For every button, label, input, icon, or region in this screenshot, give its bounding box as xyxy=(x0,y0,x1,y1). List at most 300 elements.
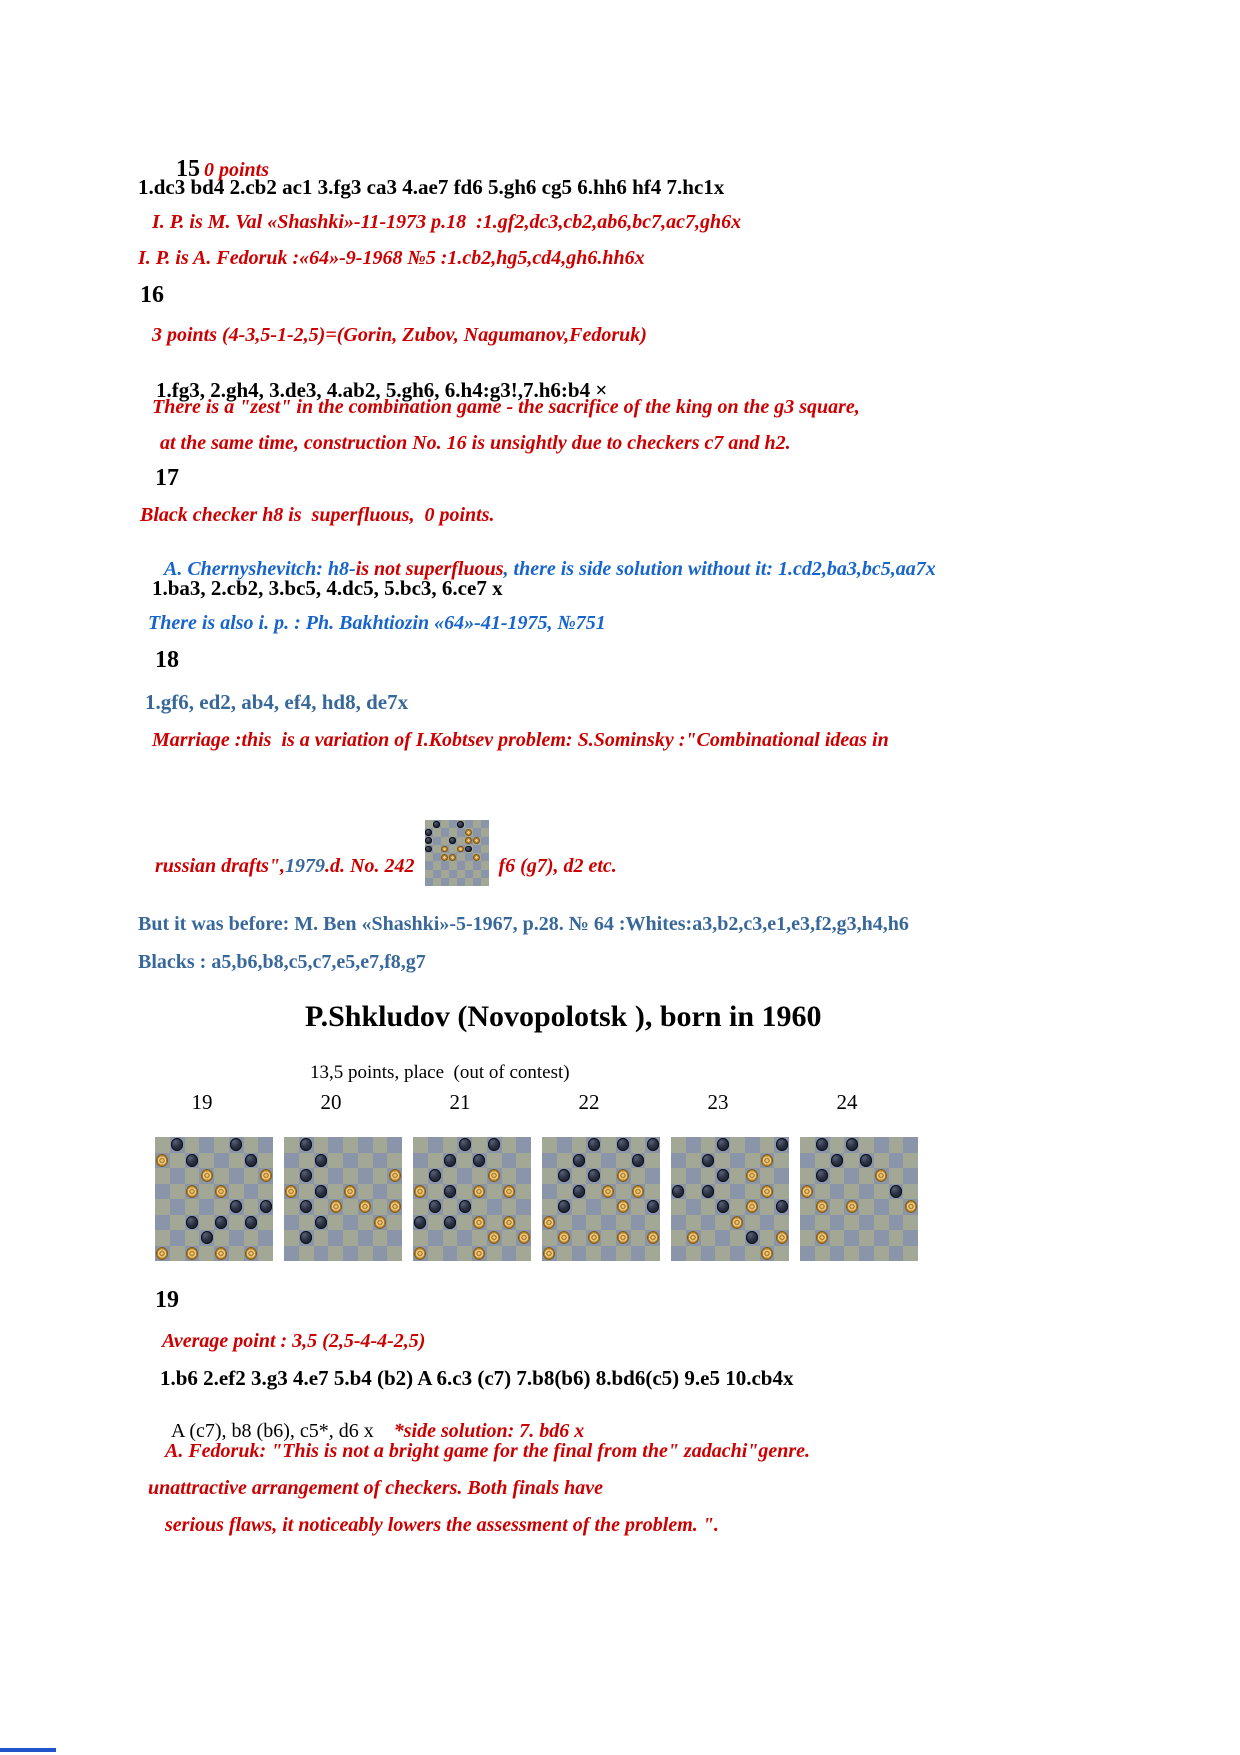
board-square xyxy=(449,828,457,836)
board-square xyxy=(516,1230,531,1246)
board-square xyxy=(155,1246,170,1262)
board-square xyxy=(616,1246,631,1262)
board-square xyxy=(284,1246,299,1262)
board-square xyxy=(299,1215,314,1231)
board-square xyxy=(229,1137,244,1153)
black-checker xyxy=(444,1154,456,1167)
board-square xyxy=(572,1215,587,1231)
board-square xyxy=(481,845,489,853)
board-square xyxy=(800,1246,815,1262)
board-square xyxy=(343,1153,358,1169)
board-square xyxy=(557,1215,572,1231)
board-square xyxy=(358,1230,373,1246)
board-square xyxy=(516,1246,531,1262)
black-checker xyxy=(429,1200,441,1213)
board-square xyxy=(730,1230,745,1246)
black-checker xyxy=(444,1185,456,1198)
board-square xyxy=(155,1153,170,1169)
diagram-board-19 xyxy=(155,1137,273,1261)
board-square xyxy=(701,1246,716,1262)
white-checker xyxy=(518,1231,530,1244)
board-square xyxy=(343,1246,358,1262)
board-square xyxy=(229,1215,244,1231)
board-square xyxy=(542,1153,557,1169)
board-square xyxy=(645,1246,660,1262)
board-square xyxy=(815,1199,830,1215)
board-square xyxy=(457,845,465,853)
board-square xyxy=(443,1230,458,1246)
board-square xyxy=(631,1230,646,1246)
black-checker xyxy=(558,1169,570,1182)
board-square xyxy=(258,1168,273,1184)
white-checker xyxy=(156,1247,168,1260)
board-square xyxy=(258,1230,273,1246)
board-square xyxy=(800,1184,815,1200)
board-square xyxy=(299,1168,314,1184)
board-square xyxy=(428,1168,443,1184)
board-square xyxy=(244,1153,259,1169)
board-square xyxy=(481,828,489,836)
fedoruk-comment-1: A. Fedoruk: "This is not a bright game for the final from the" zadachi"genre. xyxy=(165,1440,811,1462)
board-square xyxy=(373,1168,388,1184)
board-square xyxy=(800,1215,815,1231)
variant-line: A (c7), b8 (b6), c5*, d6 x *side solution: 7. bd6 x xyxy=(171,1420,585,1443)
board-square xyxy=(830,1246,845,1262)
board-square xyxy=(844,1153,859,1169)
board-square xyxy=(671,1246,686,1262)
white-checker xyxy=(449,854,456,861)
board-square xyxy=(387,1184,402,1200)
board-square xyxy=(481,820,489,828)
board-square xyxy=(631,1137,646,1153)
board-square xyxy=(715,1199,730,1215)
board-square xyxy=(258,1246,273,1262)
comment-construction: at the same time, construction No. 16 is unsightly due to checkers c7 and h2. xyxy=(160,432,791,454)
board-square xyxy=(457,870,465,878)
board-square xyxy=(774,1215,789,1231)
white-checker xyxy=(414,1247,426,1260)
diagram-board-23 xyxy=(671,1137,789,1261)
board-square xyxy=(487,1184,502,1200)
black-checker xyxy=(171,1138,183,1151)
board-square xyxy=(457,878,465,886)
board-square xyxy=(387,1168,402,1184)
board-square xyxy=(645,1137,660,1153)
board-square xyxy=(441,870,449,878)
board-square xyxy=(586,1184,601,1200)
section-17-number: 17 xyxy=(155,465,179,491)
board-square xyxy=(328,1168,343,1184)
board-square xyxy=(299,1137,314,1153)
board-square xyxy=(358,1184,373,1200)
board-square xyxy=(686,1137,701,1153)
board-square xyxy=(557,1184,572,1200)
black-checker xyxy=(245,1154,257,1167)
black-checker xyxy=(573,1185,585,1198)
board-square xyxy=(701,1215,716,1231)
board-square xyxy=(502,1215,517,1231)
black-checker xyxy=(846,1138,858,1151)
board-square xyxy=(199,1153,214,1169)
board-square xyxy=(874,1184,889,1200)
board-square xyxy=(413,1215,428,1231)
board-square xyxy=(774,1137,789,1153)
board-square xyxy=(601,1137,616,1153)
black-checker xyxy=(459,1138,471,1151)
board-square xyxy=(601,1215,616,1231)
white-checker xyxy=(776,1231,788,1244)
board-square xyxy=(449,870,457,878)
board-square xyxy=(874,1168,889,1184)
board-square xyxy=(631,1153,646,1169)
fedoruk-comment-3: serious flaws, it noticeably lowers the assessment of the problem. ". xyxy=(165,1514,719,1536)
black-checker xyxy=(617,1138,629,1151)
fedoruk-comment-2: unattractive arrangement of checkers. Both finals have xyxy=(148,1477,603,1499)
board-square xyxy=(815,1153,830,1169)
board-square xyxy=(686,1168,701,1184)
board-square xyxy=(830,1184,845,1200)
board-square xyxy=(760,1246,775,1262)
board-square xyxy=(358,1153,373,1169)
board-square xyxy=(874,1230,889,1246)
board-square xyxy=(745,1199,760,1215)
board-square xyxy=(441,837,449,845)
board-square xyxy=(449,837,457,845)
board-square xyxy=(472,1215,487,1231)
diagram-board-24 xyxy=(800,1137,918,1261)
board-square xyxy=(170,1168,185,1184)
board-square xyxy=(373,1246,388,1262)
board-square xyxy=(441,845,449,853)
board-square xyxy=(572,1199,587,1215)
board-square xyxy=(433,820,441,828)
white-checker xyxy=(588,1231,600,1244)
board-square xyxy=(314,1137,329,1153)
board-square xyxy=(686,1153,701,1169)
board-square xyxy=(258,1184,273,1200)
board-square xyxy=(601,1246,616,1262)
board-square xyxy=(715,1230,730,1246)
also-ip-line: There is also i. p. : Ph. Bakhtiozin «64»-41-1975, №751 xyxy=(148,612,606,634)
white-checker xyxy=(761,1154,773,1167)
board-square xyxy=(874,1199,889,1215)
board-square xyxy=(586,1137,601,1153)
diagram-board-21 xyxy=(413,1137,531,1261)
board-square xyxy=(214,1230,229,1246)
board-square xyxy=(671,1153,686,1169)
board-square xyxy=(413,1137,428,1153)
white-checker xyxy=(761,1247,773,1260)
board-square xyxy=(487,1230,502,1246)
board-square xyxy=(760,1199,775,1215)
ip-val-line: I. P. is M. Val «Shashki»-11-1973 p.18 :1.gf2,dc3,cb2,ab6,bc7,ac7,gh6x xyxy=(152,211,742,233)
board-square xyxy=(616,1137,631,1153)
board-square xyxy=(800,1153,815,1169)
white-checker xyxy=(746,1169,758,1182)
black-checker xyxy=(300,1231,312,1244)
board-square xyxy=(903,1230,918,1246)
black-checker xyxy=(647,1200,659,1213)
board-square xyxy=(443,1137,458,1153)
board-square xyxy=(299,1230,314,1246)
board-square xyxy=(299,1153,314,1169)
board-square xyxy=(487,1137,502,1153)
board-square xyxy=(631,1215,646,1231)
black-checker xyxy=(230,1200,242,1213)
white-checker xyxy=(816,1231,828,1244)
board-square xyxy=(457,1184,472,1200)
black-checker xyxy=(215,1216,227,1229)
board-square xyxy=(244,1230,259,1246)
board-square xyxy=(889,1153,904,1169)
board-square xyxy=(774,1184,789,1200)
black-checker xyxy=(449,837,456,844)
board-square xyxy=(774,1230,789,1246)
board-square xyxy=(258,1153,273,1169)
board-square xyxy=(586,1199,601,1215)
board-square xyxy=(284,1137,299,1153)
board-square xyxy=(428,1215,443,1231)
white-checker xyxy=(761,1185,773,1198)
white-checker xyxy=(156,1154,168,1167)
black-checker xyxy=(465,846,472,853)
board-square xyxy=(616,1153,631,1169)
board-square xyxy=(472,1199,487,1215)
white-checker xyxy=(344,1185,356,1198)
black-checker xyxy=(414,1216,426,1229)
board-square xyxy=(465,837,473,845)
board-square xyxy=(214,1184,229,1200)
moves-line-15: 1.dc3 bd4 2.cb2 ac1 3.fg3 ca3 4.ae7 fd6 5.gh6 cg5 6.hh6 hf4 7.hc1x xyxy=(138,175,725,199)
board-square xyxy=(701,1153,716,1169)
board-square xyxy=(844,1137,859,1153)
black-checker xyxy=(300,1169,312,1182)
board-square xyxy=(358,1199,373,1215)
board-square xyxy=(516,1199,531,1215)
white-checker xyxy=(543,1247,555,1260)
board-square xyxy=(473,837,481,845)
diagram-board-242 xyxy=(425,820,489,886)
board-square xyxy=(284,1184,299,1200)
board-square xyxy=(730,1215,745,1231)
board-square xyxy=(542,1199,557,1215)
board-square xyxy=(859,1215,874,1231)
board-square xyxy=(601,1168,616,1184)
white-checker xyxy=(503,1216,515,1229)
white-checker xyxy=(846,1200,858,1213)
board-square xyxy=(859,1168,874,1184)
board-square xyxy=(889,1246,904,1262)
board-square xyxy=(472,1137,487,1153)
board-square xyxy=(465,845,473,853)
board-square xyxy=(889,1215,904,1231)
board-square xyxy=(745,1168,760,1184)
board-square xyxy=(441,853,449,861)
board-square xyxy=(859,1246,874,1262)
black-checker xyxy=(260,1200,272,1213)
board-square xyxy=(413,1230,428,1246)
board-square xyxy=(387,1153,402,1169)
black-checker xyxy=(831,1154,843,1167)
board-square xyxy=(244,1215,259,1231)
board-square xyxy=(229,1168,244,1184)
white-checker xyxy=(488,1231,500,1244)
chernyshevitch-line: A. Chernyshevitch: h8-is not superfluous, there is side solution without it: 1.cd2,ba3,bc5,aa7x xyxy=(164,558,936,581)
board-square xyxy=(185,1199,200,1215)
board-square xyxy=(465,828,473,836)
board-square xyxy=(433,878,441,886)
white-checker xyxy=(330,1200,342,1213)
author-title: P.Shkludov (Novopolotsk ), born in 1960 xyxy=(305,1000,822,1033)
moves-line-17: 1.ba3, 2.cb2, 3.bc5, 4.dc5, 5.bc3, 6.ce7 x xyxy=(152,576,503,600)
board-square xyxy=(433,861,441,869)
board-square xyxy=(903,1184,918,1200)
board-square xyxy=(441,861,449,869)
white-checker xyxy=(473,1247,485,1260)
board-square xyxy=(214,1137,229,1153)
board-square xyxy=(645,1230,660,1246)
board-square xyxy=(413,1246,428,1262)
board-square xyxy=(502,1199,517,1215)
black-checker xyxy=(816,1169,828,1182)
board-square xyxy=(502,1168,517,1184)
board-square xyxy=(343,1168,358,1184)
board-square xyxy=(433,837,441,845)
white-checker xyxy=(558,1231,570,1244)
board-square xyxy=(903,1168,918,1184)
board-square xyxy=(185,1137,200,1153)
board-square xyxy=(170,1184,185,1200)
board-square xyxy=(815,1184,830,1200)
board-square xyxy=(155,1215,170,1231)
board-square xyxy=(358,1168,373,1184)
board-square xyxy=(185,1215,200,1231)
board-square xyxy=(473,861,481,869)
diagram-number-20: 20 xyxy=(320,1090,342,1114)
board-square xyxy=(473,853,481,861)
board-square xyxy=(449,845,457,853)
board-square xyxy=(542,1215,557,1231)
black-checker xyxy=(717,1138,729,1151)
diagram-number-21: 21 xyxy=(449,1090,471,1114)
board-square xyxy=(572,1184,587,1200)
board-square xyxy=(457,853,465,861)
board-square xyxy=(903,1246,918,1262)
board-square xyxy=(199,1168,214,1184)
board-square xyxy=(328,1215,343,1231)
board-square xyxy=(428,1153,443,1169)
board-square xyxy=(387,1246,402,1262)
black-checker xyxy=(860,1154,872,1167)
board-square xyxy=(830,1153,845,1169)
board-square xyxy=(715,1246,730,1262)
black-checker xyxy=(717,1200,729,1213)
board-square xyxy=(299,1246,314,1262)
board-square xyxy=(557,1230,572,1246)
black-checker xyxy=(201,1231,213,1244)
board-square xyxy=(874,1215,889,1231)
board-square xyxy=(516,1153,531,1169)
black-checker xyxy=(890,1185,902,1198)
black-checker xyxy=(315,1216,327,1229)
board-square xyxy=(487,1246,502,1262)
board-square xyxy=(358,1246,373,1262)
board-square xyxy=(889,1137,904,1153)
board-square xyxy=(815,1168,830,1184)
board-square xyxy=(413,1153,428,1169)
board-square xyxy=(502,1137,517,1153)
board-square xyxy=(859,1153,874,1169)
board-square xyxy=(229,1199,244,1215)
board-square xyxy=(358,1137,373,1153)
board-square xyxy=(745,1184,760,1200)
board-square xyxy=(214,1215,229,1231)
board-square xyxy=(258,1137,273,1153)
board-square xyxy=(433,853,441,861)
board-square xyxy=(481,878,489,886)
board-square xyxy=(586,1246,601,1262)
board-square xyxy=(830,1215,845,1231)
board-square xyxy=(889,1230,904,1246)
board-square xyxy=(844,1168,859,1184)
board-square xyxy=(760,1215,775,1231)
black-checker xyxy=(647,1138,659,1151)
board-square xyxy=(859,1184,874,1200)
board-square xyxy=(284,1215,299,1231)
board-square xyxy=(745,1215,760,1231)
board-square xyxy=(328,1137,343,1153)
board-square xyxy=(903,1153,918,1169)
board-square xyxy=(874,1137,889,1153)
board-square xyxy=(730,1153,745,1169)
white-checker xyxy=(488,1169,500,1182)
board-square xyxy=(715,1215,730,1231)
white-checker xyxy=(215,1185,227,1198)
board-square xyxy=(441,828,449,836)
black-checker xyxy=(315,1185,327,1198)
diagram-number-22: 22 xyxy=(578,1090,600,1114)
board-square xyxy=(601,1230,616,1246)
white-checker xyxy=(875,1169,887,1182)
board-square xyxy=(572,1137,587,1153)
board-square xyxy=(487,1153,502,1169)
board-square xyxy=(473,878,481,886)
board-square xyxy=(428,1199,443,1215)
board-square xyxy=(472,1246,487,1262)
board-square xyxy=(185,1246,200,1262)
board-square xyxy=(373,1184,388,1200)
board-square xyxy=(516,1168,531,1184)
board-square xyxy=(730,1199,745,1215)
comment-zest: There is a "zest" in the combination game - the sacrifice of the king on the g3 square, xyxy=(152,396,860,418)
board-square xyxy=(155,1184,170,1200)
board-square xyxy=(229,1246,244,1262)
board-square xyxy=(328,1230,343,1246)
black-checker xyxy=(315,1154,327,1167)
board-square xyxy=(457,1153,472,1169)
board-square xyxy=(774,1199,789,1215)
board-square xyxy=(774,1153,789,1169)
board-square xyxy=(671,1184,686,1200)
white-checker xyxy=(617,1200,629,1213)
board-square xyxy=(686,1215,701,1231)
board-square xyxy=(472,1230,487,1246)
white-checker xyxy=(816,1200,828,1213)
board-square xyxy=(557,1246,572,1262)
board-square xyxy=(185,1184,200,1200)
board-square xyxy=(701,1199,716,1215)
white-checker xyxy=(632,1185,644,1198)
